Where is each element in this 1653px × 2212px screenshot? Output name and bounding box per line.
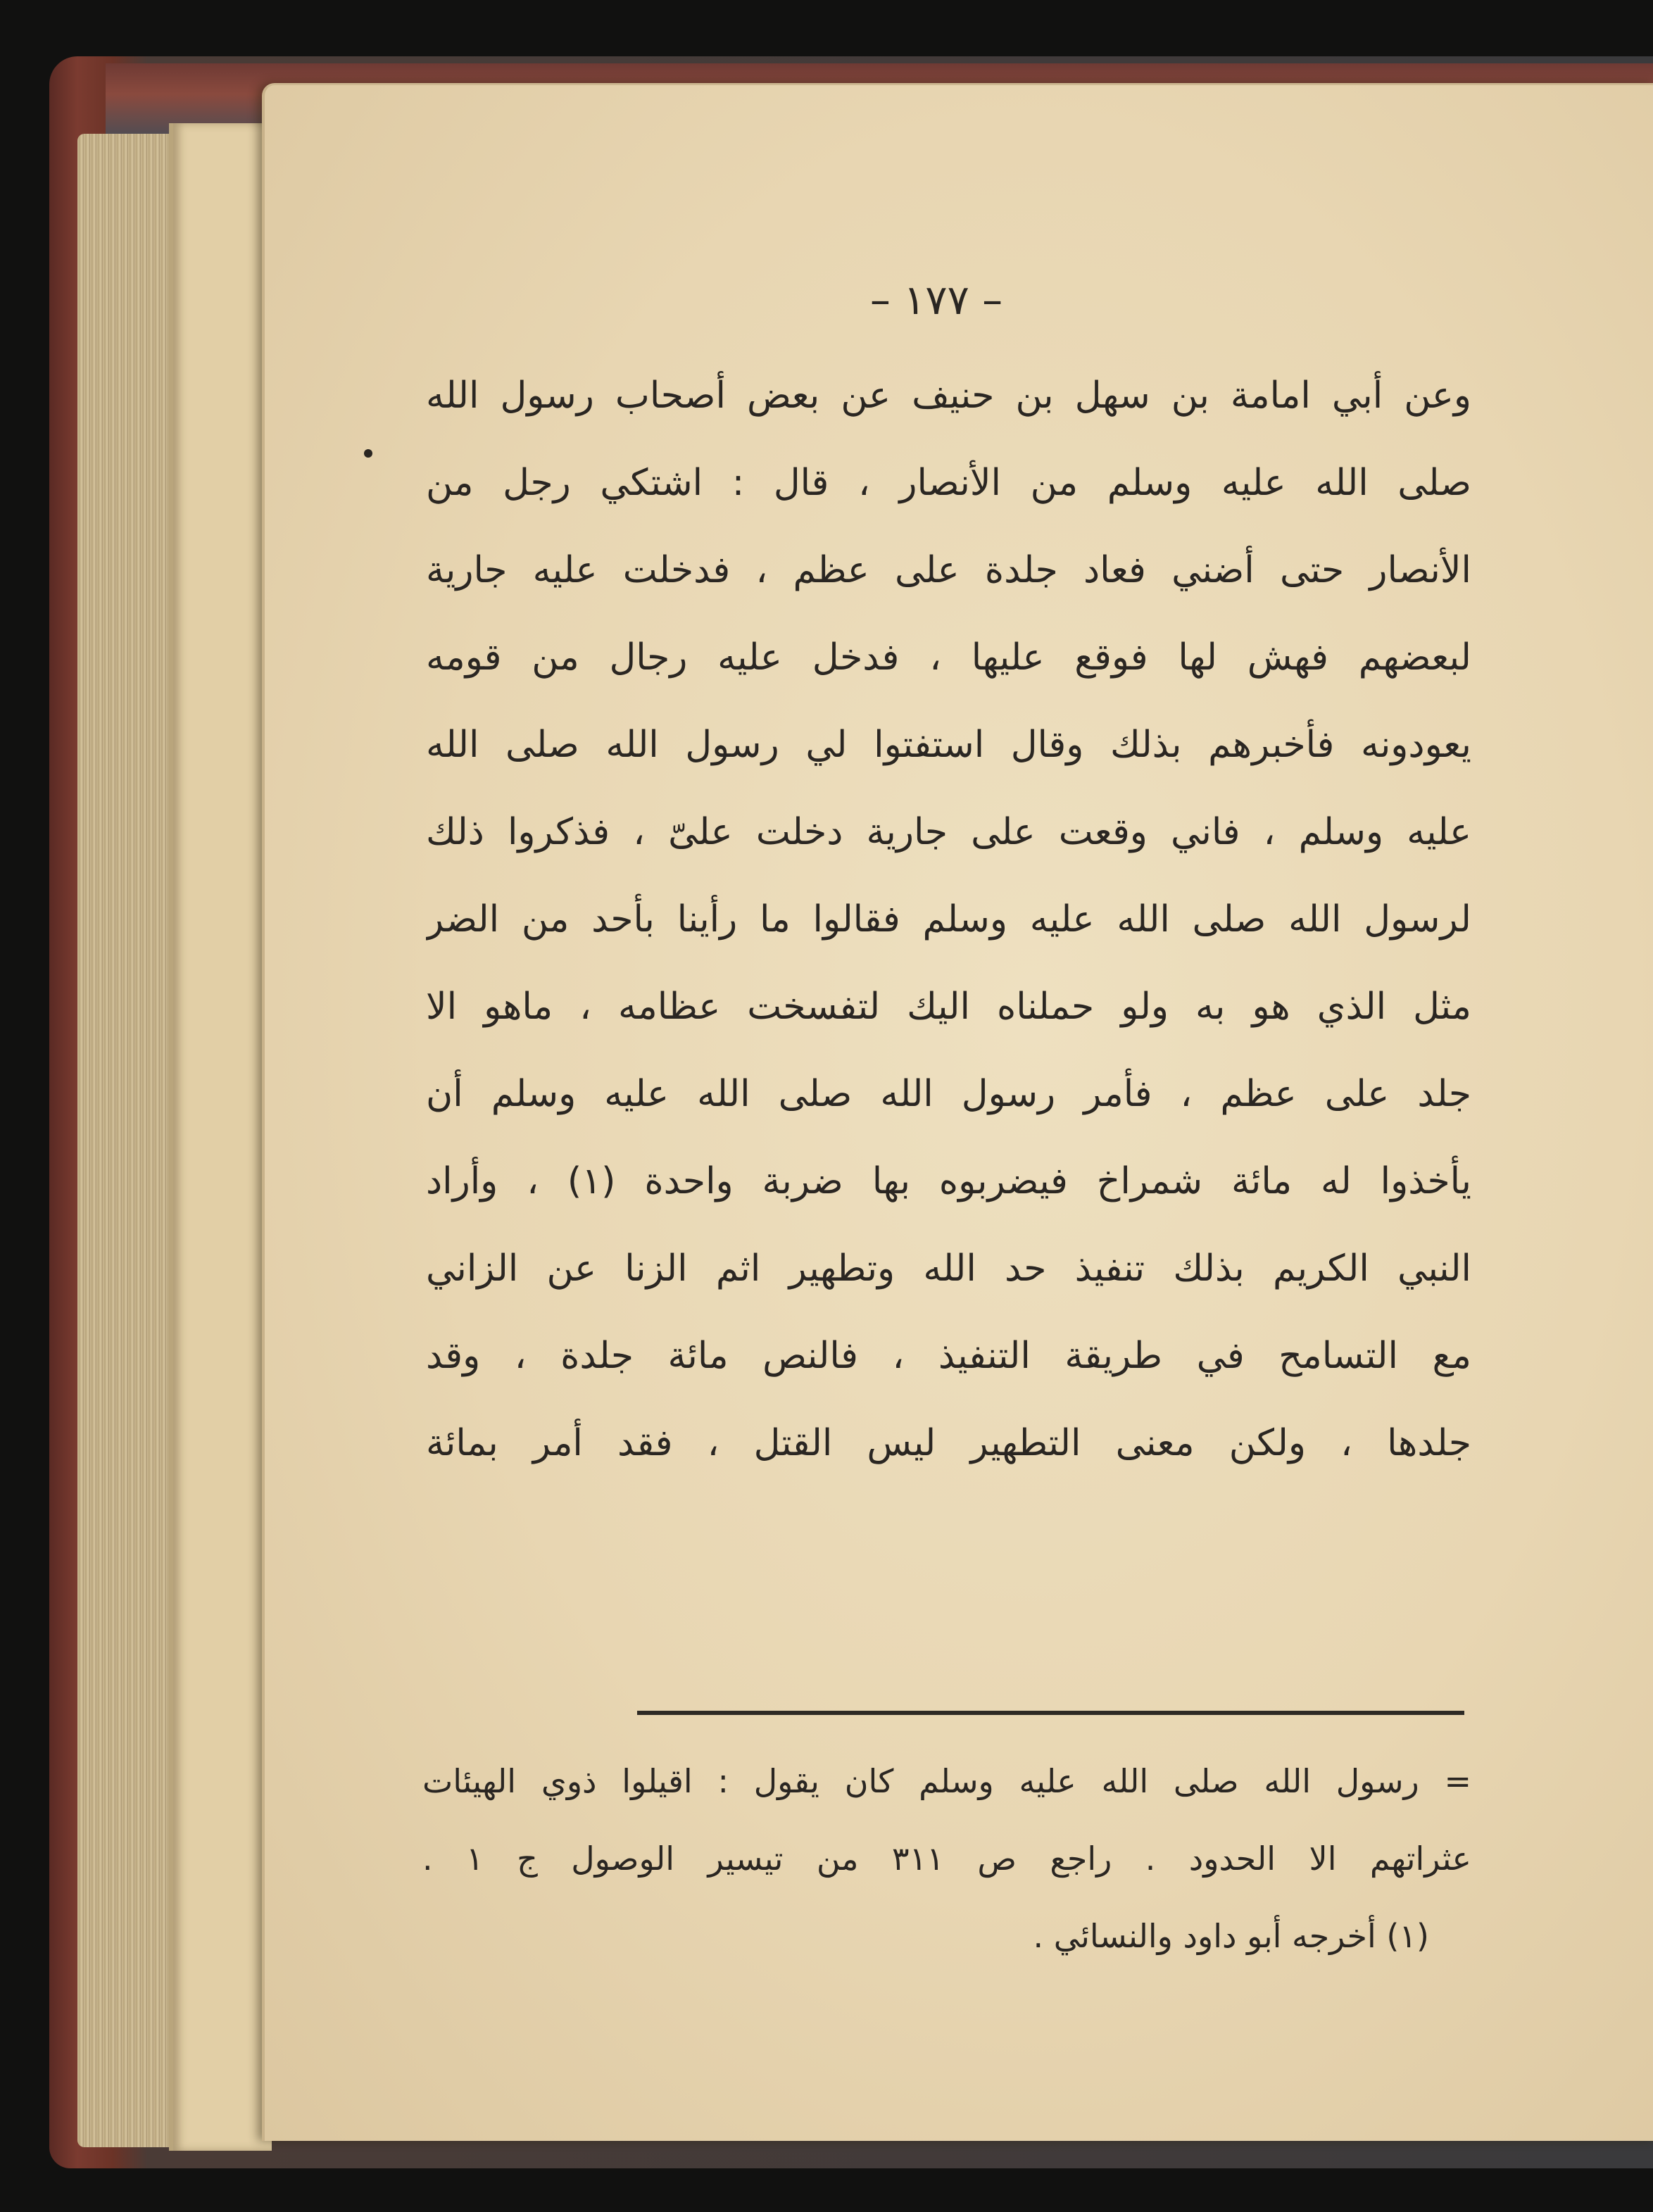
text-line: وعن أبي امامة بن سهل بن حنيف عن بعض أصحاب رسول الله [426, 375, 1471, 417]
main-text [426, 352, 1471, 1487]
footnote-line: عثراتهم الا الحدود . راجع ص ٣١١ من تيسير الوصول ج ١ . [422, 1840, 1471, 1878]
text-line: مثل الذي هو به ولو حملناه اليك لتفسخت عظامه ، ماهو الا [426, 986, 1471, 1028]
text-line: النبي الكريم بذلك تنفيذ حد الله وتطهير اثم الزنا عن الزاني [426, 1248, 1471, 1290]
text-line: مع التسامح في طريقة التنفيذ ، فالنص مائة جلدة ، وقد [426, 1335, 1471, 1377]
text-line: جلدها ، ولكن معنى التطهير ليس القتل ، فقد أمر بمائة [426, 1422, 1471, 1464]
footnote-line: = رسول الله صلى الله عليه وسلم كان يقول : اقيلوا ذوي الهيئات [422, 1762, 1471, 1800]
text-line: يأخذوا له مائة شمراخ فيضربوه بها ضربة واحدة (١) ، وأراد [426, 1160, 1471, 1202]
footnote-line: (١) أخرجه أبو داود والنسائي . [1033, 1917, 1429, 1955]
page-number: – ١٧٧ – [869, 276, 1003, 324]
text-line: يعودونه فأخبرهم بذلك وقال استفتوا لي رسول الله صلى الله [426, 724, 1471, 766]
text-line: عليه وسلم ، فاني وقعت على جارية دخلت علىّ ، فذكروا ذلك [426, 811, 1471, 853]
footnote-rule [637, 1711, 1464, 1715]
text-line: جلد على عظم ، فأمر رسول الله صلى الله عليه وسلم أن [426, 1073, 1471, 1115]
footnotes [422, 1742, 1471, 1975]
previous-page-edge [169, 123, 272, 2151]
ink-spot [364, 449, 372, 458]
text-line: صلى الله عليه وسلم من الأنصار ، قال : اشتكي رجل من [426, 462, 1471, 504]
text-line: لرسول الله صلى الله عليه وسلم فقالوا ما رأينا بأحد من الضر [426, 898, 1471, 941]
text-line: لبعضهم فهش لها فوقع عليها ، فدخل عليه رجال من قومه [426, 636, 1471, 679]
text-line: الأنصار حتى أضني فعاد جلدة على عظم ، فدخلت عليه جارية [426, 549, 1471, 591]
